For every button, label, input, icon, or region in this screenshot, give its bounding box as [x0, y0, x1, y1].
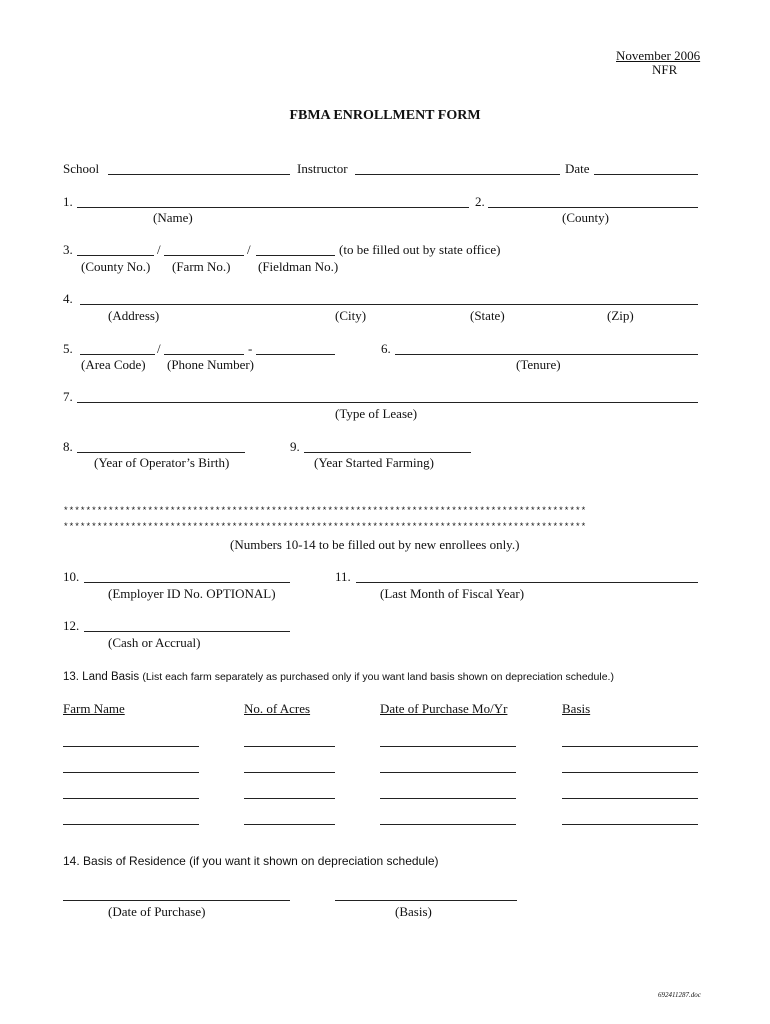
land-basis-field[interactable]	[562, 798, 698, 799]
star-separator-1: *********************************************************************************************	[63, 505, 587, 516]
field12-number: 12.	[63, 618, 80, 633]
star-separator-2: *********************************************************************************************	[63, 521, 587, 532]
fieldman-no-caption: (Fieldman No.)	[258, 259, 339, 274]
birth-year-field[interactable]	[77, 452, 245, 453]
birth-year-caption: (Year of Operator’s Birth)	[94, 455, 230, 470]
fiscal-month-caption: (Last Month of Fiscal Year)	[380, 586, 525, 601]
instructor-label: Instructor	[297, 161, 348, 176]
phone-caption: (Phone Number)	[167, 357, 255, 372]
employer-id-caption: (Employer ID No. OPTIONAL)	[108, 586, 276, 601]
school-label: School	[63, 161, 100, 176]
tenure-field[interactable]	[395, 354, 698, 355]
area-code-caption: (Area Code)	[81, 357, 146, 372]
field3-sep1: /	[157, 242, 161, 257]
field1-number: 1.	[63, 194, 73, 209]
field5-sep1: /	[157, 341, 161, 356]
field8-number: 8.	[63, 439, 73, 454]
new-enrollee-note: (Numbers 10-14 to be filled out by new enrollees only.)	[230, 537, 520, 552]
header-code: NFR	[652, 62, 678, 77]
col-basis: Basis	[562, 701, 591, 716]
land-basis-field[interactable]	[562, 746, 698, 747]
date-field[interactable]	[594, 174, 698, 175]
field5-sep2: -	[248, 341, 253, 356]
field5-number: 5.	[63, 341, 73, 356]
land-acres-field[interactable]	[244, 824, 335, 825]
land-farm-name-field[interactable]	[63, 824, 199, 825]
area-code-field[interactable]	[80, 354, 155, 355]
lease-type-caption: (Type of Lease)	[335, 406, 418, 421]
land-farm-name-field[interactable]	[63, 772, 199, 773]
school-field[interactable]	[108, 174, 290, 175]
land-date-field[interactable]	[380, 798, 516, 799]
start-year-field[interactable]	[304, 452, 471, 453]
field11-number: 11.	[335, 569, 351, 584]
col-date-purchase: Date of Purchase Mo/Yr	[380, 701, 508, 716]
cash-accrual-field[interactable]	[84, 631, 290, 632]
name-field[interactable]	[77, 207, 469, 208]
fiscal-month-field[interactable]	[356, 582, 698, 583]
residence-basis-caption: (Basis)	[395, 904, 432, 919]
page-title: FBMA ENROLLMENT FORM	[289, 108, 481, 123]
start-year-caption: (Year Started Farming)	[314, 455, 434, 470]
address-caption: (Address)	[108, 308, 160, 323]
land-date-field[interactable]	[380, 746, 516, 747]
address-field[interactable]	[80, 304, 698, 305]
field9-number: 9.	[290, 439, 300, 454]
zip-caption: (Zip)	[607, 308, 634, 323]
cash-accrual-caption: (Cash or Accrual)	[108, 635, 201, 650]
land-basis-field[interactable]	[562, 772, 698, 773]
county-no-field[interactable]	[77, 255, 154, 256]
farm-no-field[interactable]	[164, 255, 244, 256]
land-date-field[interactable]	[380, 772, 516, 773]
col-acres: No. of Acres	[244, 701, 311, 716]
city-caption: (City)	[335, 308, 367, 323]
residence-basis-label: 14. Basis of Residence (if you want it shown on depreciation schedule)	[63, 854, 439, 868]
document-reference: 692411287.doc	[658, 991, 701, 999]
instructor-field[interactable]	[355, 174, 560, 175]
field3-sep2: /	[247, 242, 251, 257]
land-farm-name-field[interactable]	[63, 798, 199, 799]
field2-number: 2.	[475, 194, 485, 209]
residence-basis-field[interactable]	[335, 900, 517, 901]
name-caption: (Name)	[153, 210, 193, 225]
field6-number: 6.	[381, 341, 391, 356]
land-basis-field[interactable]	[562, 824, 698, 825]
fieldman-no-field[interactable]	[256, 255, 335, 256]
county-field[interactable]	[488, 207, 698, 208]
field3-number: 3.	[63, 242, 73, 257]
header-date: November 2006	[616, 48, 701, 63]
land-date-field[interactable]	[380, 824, 516, 825]
col-farm-name: Farm Name	[63, 701, 125, 716]
tenure-caption: (Tenure)	[516, 357, 561, 372]
field7-number: 7.	[63, 389, 73, 404]
land-farm-name-field[interactable]	[63, 746, 199, 747]
farm-no-caption: (Farm No.)	[172, 259, 231, 274]
land-acres-field[interactable]	[244, 772, 335, 773]
land-acres-field[interactable]	[244, 746, 335, 747]
phone-part2-field[interactable]	[256, 354, 335, 355]
state-office-note: (to be filled out by state office)	[339, 242, 501, 257]
land-acres-field[interactable]	[244, 798, 335, 799]
employer-id-field[interactable]	[84, 582, 290, 583]
field10-number: 10.	[63, 569, 80, 584]
state-caption: (State)	[470, 308, 505, 323]
county-no-caption: (County No.)	[81, 259, 151, 274]
date-label: Date	[565, 161, 590, 176]
field4-number: 4.	[63, 291, 73, 306]
residence-date-field[interactable]	[63, 900, 290, 901]
land-basis-label: 13. Land Basis (List each farm separately as purchased only if you want land basis shown on depreciation schedule.)	[63, 671, 614, 683]
phone-part1-field[interactable]	[164, 354, 244, 355]
residence-date-caption: (Date of Purchase)	[108, 904, 206, 919]
county-caption: (County)	[562, 210, 609, 225]
lease-type-field[interactable]	[77, 402, 698, 403]
